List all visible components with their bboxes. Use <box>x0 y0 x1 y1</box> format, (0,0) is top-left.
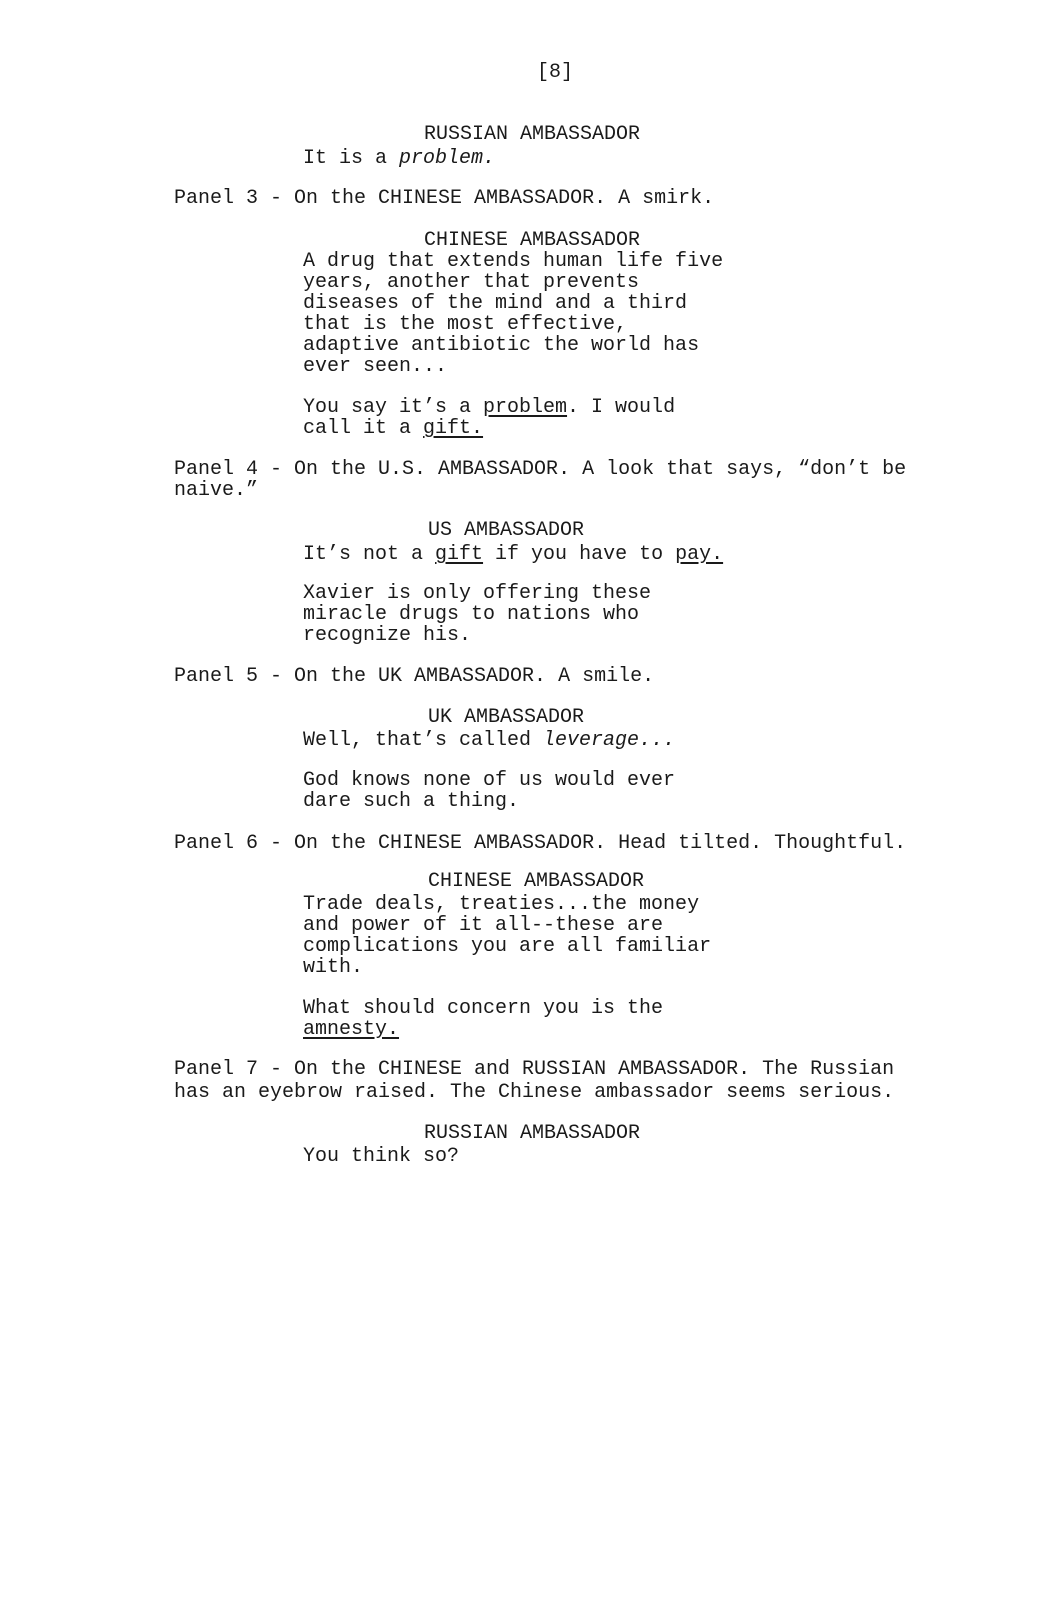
dialogue-line: complications you are all familiar <box>303 935 712 958</box>
dialogue-text: . I would <box>567 396 676 419</box>
dialogue-line: that is the most effective, <box>303 313 628 336</box>
dialogue-line <box>303 418 483 439</box>
dialogue-line: diseases of the mind and a third <box>303 292 688 315</box>
dialogue-underline: gift. <box>423 417 484 440</box>
dialogue-underline: problem <box>483 396 568 419</box>
dialogue-line: ever seen... <box>303 355 448 378</box>
dialogue-line: Xavier is only offering these <box>303 582 652 605</box>
character-name: RUSSIAN AMBASSADOR <box>424 1122 641 1145</box>
dialogue-line: adaptive antibiotic the world has <box>303 334 700 357</box>
dialogue-line <box>303 397 675 418</box>
panel-description: Panel 7 - On the CHINESE and RUSSIAN AMBASSADOR. The Russian <box>174 1058 895 1081</box>
dialogue-line <box>303 148 495 169</box>
dialogue-line: recognize his. <box>303 624 472 647</box>
page-number: [8] <box>536 61 573 84</box>
panel-description: naive.” <box>174 479 259 502</box>
panel-description: Panel 5 - On the UK AMBASSADOR. A smile. <box>174 665 655 688</box>
dialogue-line <box>303 730 675 751</box>
character-name: CHINESE AMBASSADOR <box>424 229 641 252</box>
dialogue-line: and power of it all--these are <box>303 914 664 937</box>
dialogue-underline: gift <box>435 543 484 566</box>
dialogue-text: if you have to <box>483 543 676 566</box>
dialogue-underline: pay. <box>675 543 724 566</box>
dialogue-line: dare such a thing. <box>303 790 520 813</box>
dialogue-text: You say it’s a <box>303 396 484 419</box>
dialogue-emphasis: leverage... <box>543 729 676 752</box>
character-name: RUSSIAN AMBASSADOR <box>424 123 641 146</box>
dialogue-text: It is a <box>303 147 400 170</box>
character-name: CHINESE AMBASSADOR <box>428 870 645 893</box>
dialogue-line <box>303 1019 399 1040</box>
dialogue-line: You think so? <box>303 1145 460 1168</box>
dialogue-text: It’s not a <box>303 543 436 566</box>
dialogue-text: call it a <box>303 417 424 440</box>
dialogue-underline: amnesty. <box>303 1018 400 1041</box>
dialogue-line: What should concern you is the <box>303 997 664 1020</box>
panel-description: Panel 3 - On the CHINESE AMBASSADOR. A smirk. <box>174 187 715 210</box>
dialogue-line: God knows none of us would ever <box>303 769 676 792</box>
panel-description: Panel 6 - On the CHINESE AMBASSADOR. Head tilted. Thoughtful. <box>174 832 907 855</box>
panel-description: has an eyebrow raised. The Chinese ambassador seems serious. <box>174 1081 895 1104</box>
dialogue-line: years, another that prevents <box>303 271 640 294</box>
panel-description: Panel 4 - On the U.S. AMBASSADOR. A look that says, “don’t be <box>174 458 907 481</box>
character-name: UK AMBASSADOR <box>428 706 585 729</box>
dialogue-line: A drug that extends human life five <box>303 250 724 273</box>
dialogue-line: miracle drugs to nations who <box>303 603 640 626</box>
dialogue-emphasis: problem. <box>399 147 496 170</box>
dialogue-line: with. <box>303 956 364 979</box>
character-name: US AMBASSADOR <box>428 519 585 542</box>
dialogue-text: Well, that’s called <box>303 729 544 752</box>
dialogue-line: Trade deals, treaties...the money <box>303 893 700 916</box>
dialogue-line <box>303 544 723 565</box>
